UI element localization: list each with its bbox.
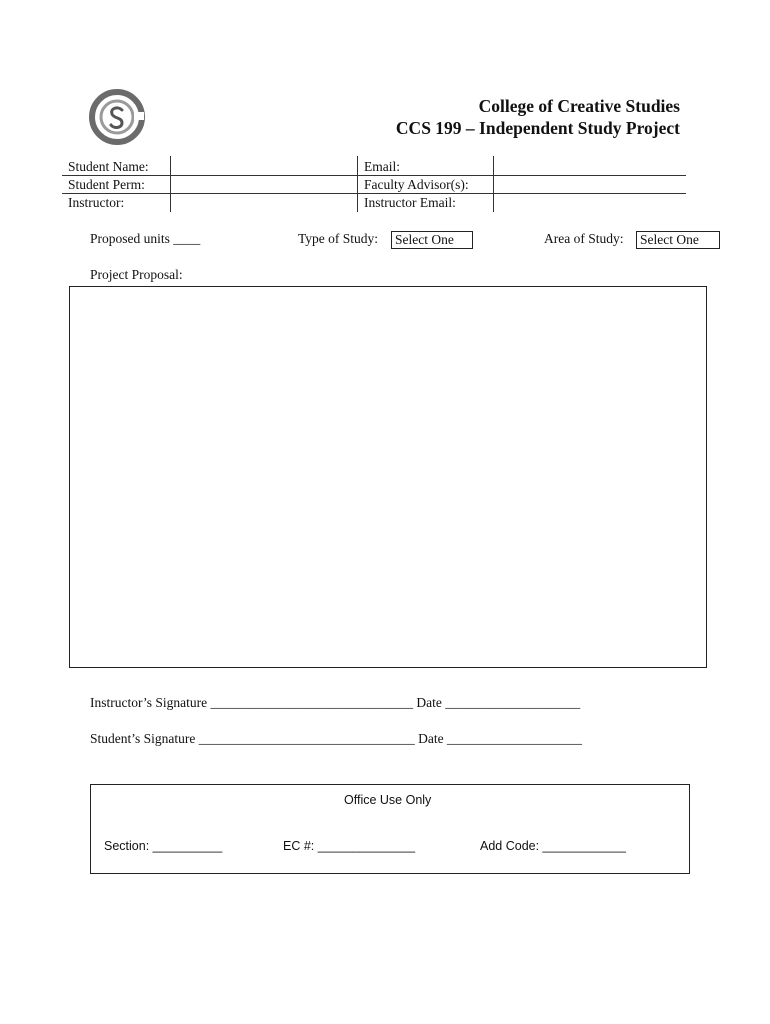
email-field[interactable] [494,157,684,175]
office-section-field: Section: __________ [104,839,223,853]
area-of-study-select[interactable]: Select One [636,231,720,249]
instructor-field[interactable] [171,193,356,211]
email-label: Email: [364,159,400,174]
faculty-advisor-field[interactable] [494,175,684,193]
student-name-label: Student Name: [68,159,149,174]
office-ec-field: EC #: ______________ [283,839,416,853]
type-of-study-select[interactable]: Select One [391,231,473,249]
form-title: CCS 199 – Independent Study Project [395,118,680,138]
college-title: College of Creative Studies [478,96,680,116]
instructor-email-field[interactable] [494,193,684,211]
project-proposal-textarea[interactable] [69,286,707,668]
proposed-units: Proposed units ____ [90,231,201,246]
info-row-divider [62,193,686,194]
project-proposal-label: Project Proposal: [90,267,183,282]
student-name-field[interactable] [171,157,356,175]
instructor-signature-line: Instructor’s Signature ______________________________ Date ____________________ [90,695,581,710]
info-column-divider [357,156,358,212]
instructor-label: Instructor: [68,195,125,210]
type-of-study-label: Type of Study: [298,231,379,246]
office-add-code-field: Add Code: ____________ [480,839,626,853]
info-column-divider [493,156,494,212]
student-signature-line: Student’s Signature ________________________________ Date ____________________ [90,731,582,746]
area-of-study-label: Area of Study: [544,231,624,246]
student-perm-field[interactable] [171,175,356,193]
ccs-logo-icon [88,88,146,146]
info-column-divider [170,156,171,212]
student-perm-label: Student Perm: [68,177,145,192]
instructor-email-label: Instructor Email: [364,195,456,210]
office-use-title: Office Use Only [344,793,432,807]
faculty-advisor-label: Faculty Advisor(s): [364,177,469,192]
info-row-divider [62,175,686,176]
